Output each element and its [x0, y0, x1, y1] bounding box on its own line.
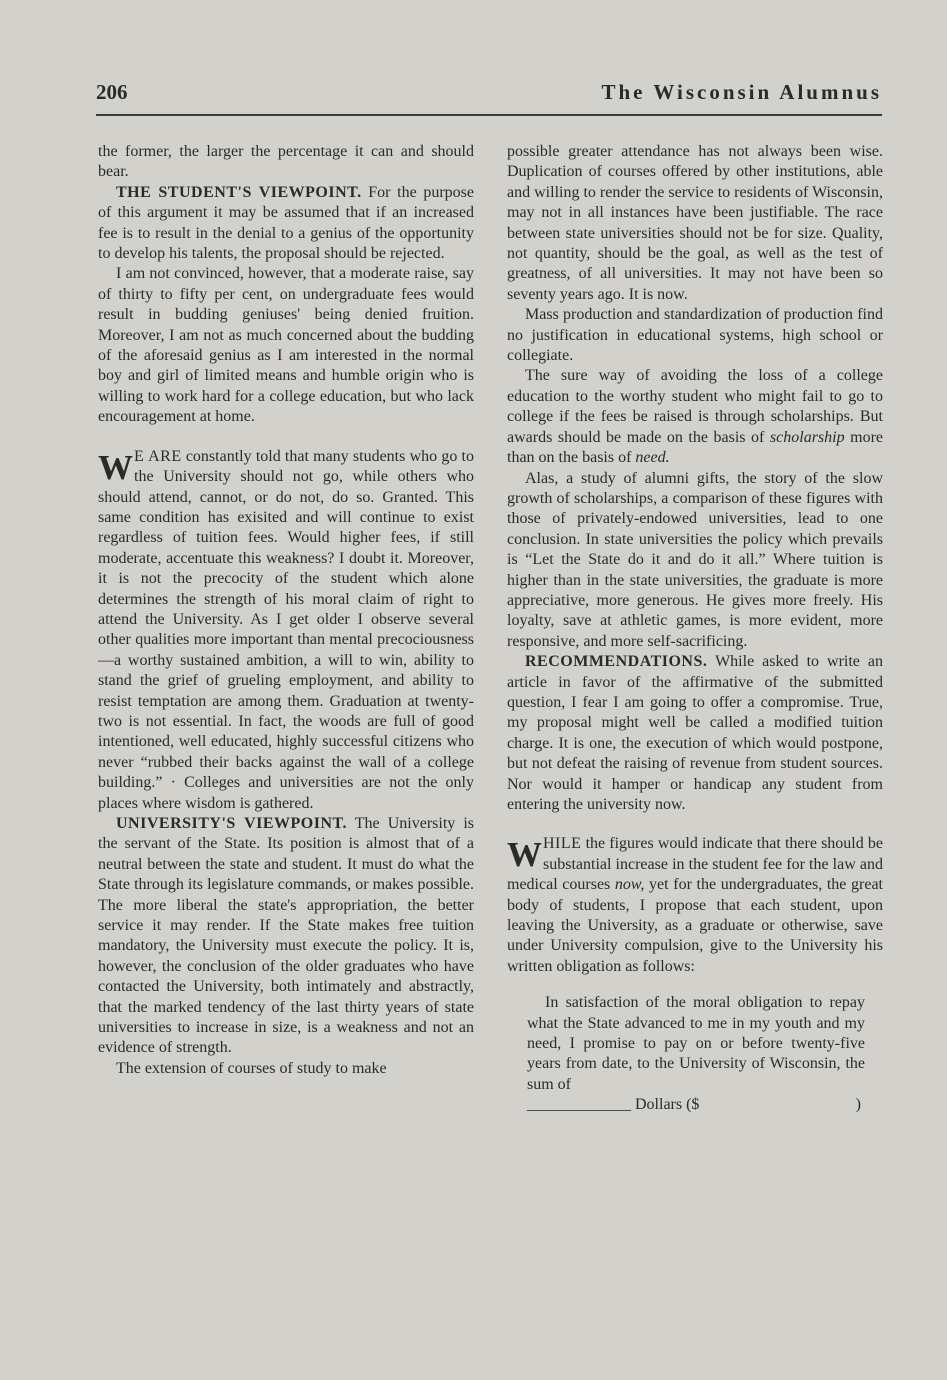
paragraph [98, 142, 474, 183]
paragraph [98, 1059, 474, 1079]
publication-title: The Wisconsin Alumnus [601, 80, 882, 104]
paragraph-text: While asked to write an article in favor of the affirmative of the submitted question, I fear I am going to offer a compromise. True, my proposal might well be called a modified tuition charge. It is one, the execution of which would postpone, but not defeat the raising of revenue from student sources. Nor would it hamper or handicap any student from entering the university now. [507, 653, 883, 813]
paragraph [507, 834, 883, 977]
paragraph [507, 469, 883, 653]
paragraph-text: possible greater attendance has not always been wise. Duplication of courses offered by other institutions, able and willing to render the service to residents of Wisconsin, may not in all instances have been justifiable. The race between state universities should not be for size. Quality, not quantity, should be the goal, as well as the test of greatness, of all universities. It may not have been so seventy years ago. It is now. [507, 143, 883, 303]
paragraph [507, 652, 883, 815]
paragraph-text: the former, the larger the percentage it can and should bear. [98, 143, 474, 181]
paragraph [507, 366, 883, 468]
paragraph [98, 814, 474, 1059]
paragraph-text: The sure way of avoiding the loss of a college education to the worthy student who might fail to go to college if the fees be raised is through scholarships. But awards should be made on the basis of [507, 367, 883, 446]
paragraph-text: The extension of courses of study to make [116, 1059, 387, 1077]
header-rule [96, 114, 882, 116]
pledge-text: In satisfaction of the moral obligation to repay what the State advanced to me in my youth and my need, I promise to pay on or before twenty-five years from date, to the University of Wisconsin, the sum of [527, 994, 865, 1093]
pledge-blank: _____________ Dollars ($ [527, 1096, 700, 1114]
paragraph [507, 305, 883, 366]
section-heading: RECOMMENDATIONS. [525, 653, 708, 671]
paragraph [507, 142, 883, 305]
page-number: 206 [96, 80, 128, 104]
emphasis: now, [614, 876, 645, 894]
section-heading: UNIVERSITY'S VIEWPOINT. [116, 815, 348, 832]
page-header [96, 80, 882, 114]
emphasis: need. [635, 449, 670, 467]
left-column [98, 142, 474, 1079]
paragraph-text: more than on the basis of [507, 428, 884, 467]
paragraph-text: yet for the undergraduates, the great body of students, I propose that each student, upon leaving the University, as a graduate or otherwise, save under University compulsion, give to the University his written obligation as follows: [507, 876, 884, 975]
lead-caps: E ARE [134, 447, 182, 465]
paragraph [98, 447, 474, 814]
paragraph-text: Mass production and standardization of production find no justification in educational systems, high school or collegiate. [507, 306, 883, 365]
drop-cap: W [98, 447, 133, 487]
paragraph-text: constantly told that many students who go to the University should not go, while others who should attend, cannot, or do not, do so. Granted. This same condition has exisited and will continue to exist regardless of tuition fees. Would higher fees, if still moderate, accentuate this weakness? I doubt it. Moreover, it is not the precocity of the student which alone determines the strength of his moral claim of right to attend the University. As I get older I observe several other qualities more important than mental precociousness—a worthy sustained ambition, a will to win, ability to stand the grief of grueling employment, and ability to resist temptation are among them. Graduation at twenty-two is not essential. In fact, the woods are full of good intentioned, well educated, highly successful citizens who never “rubbed their backs against the wall of a college building.” · Colleges and universities are not the only places where wisdom is gathered. [98, 447, 474, 812]
pledge-amount-line [527, 1095, 865, 1115]
paragraph [98, 264, 474, 427]
right-column [507, 142, 883, 1116]
paragraph-text: the figures would indicate that there should be substantial increase in the student fee for the law and medical courses [507, 835, 883, 894]
paragraph [98, 183, 474, 265]
lead-caps: HILE [543, 835, 582, 853]
paragraph-text: For the purpose of this argument it may be assumed that if an increased fee is to result in the denial to a genius of the opportunity to develop his talents, the proposal should be rejected. [98, 183, 474, 263]
drop-cap: W [507, 835, 542, 875]
pledge-quote [527, 993, 865, 1115]
pledge-close-paren: ) [855, 1096, 861, 1114]
emphasis: scholarship [769, 428, 845, 446]
paragraph-text: The University is the servant of the State. Its position is almost that of a neutral between the state and student. It must do what the State through its legislature commands, or makes possible. The more liberal the state's appropriation, the better service it may render. If the State makes free tuition mandatory, the University must execute the policy. It is, however, the conclusion of the older graduates who have contacted the University, both intimately and abstractly, that the marked tendency of the last thirty years of state universities to increase in size, is a weakness and not an evidence of strength. [98, 815, 474, 1057]
paragraph-text: I am not convinced, however, that a moderate raise, say of thirty to fifty per cent, on undergraduate fees would result in budding geniuses' being denied fruition. Moreover, I am not as much concerned about the budding of the aforesaid genius as I am interested in the normal boy and girl of limited means and humble origin who is willing to work hard for a college education, but who lack encouragement at home. [98, 265, 474, 426]
section-heading: THE STUDENT'S VIEWPOINT. [116, 183, 362, 201]
paragraph-text: Alas, a study of alumni gifts, the story of the slow growth of scholarships, a comparison of these figures with those of privately-endowed universities, lead to one conclusion. In state universities the policy which prevails is “Let the State do it and do it all.” Where tuition is higher than in the state universities, the graduate is more appreciative, more generous. He gives more freely. His loyalty, save at athletic games, is more evident, more responsive, and more self-sacrificing. [507, 469, 883, 650]
